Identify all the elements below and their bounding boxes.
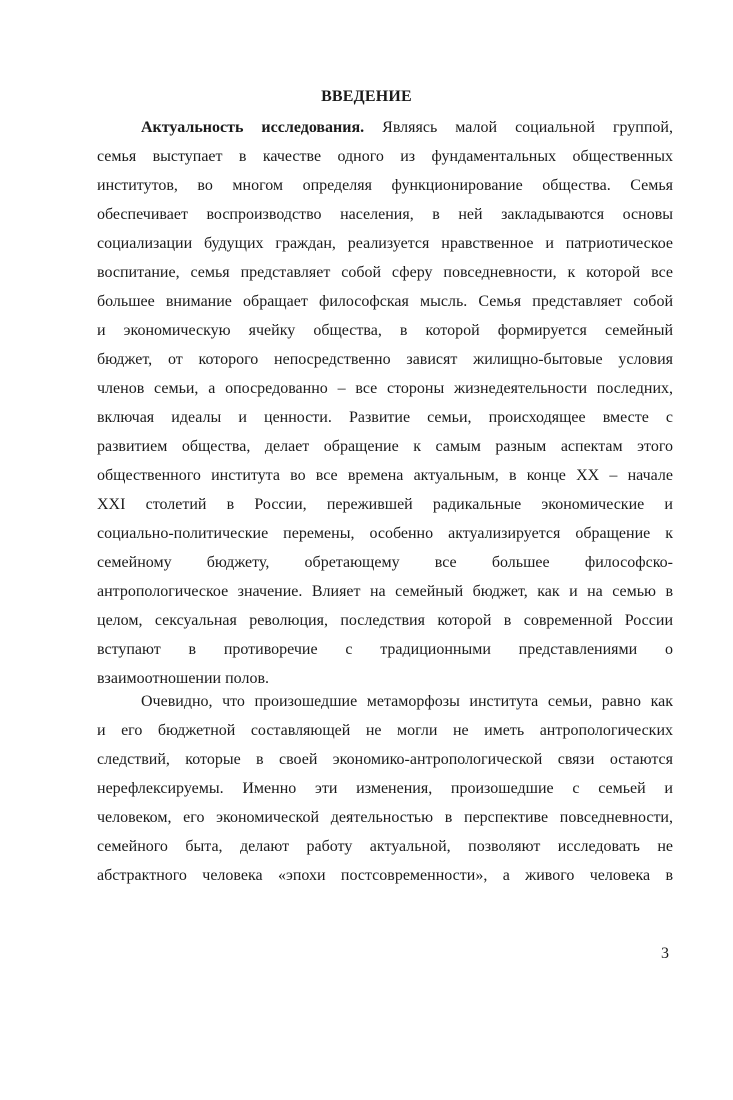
text-line: абстрактного человека «эпохи постсовременности», а живого человека в xyxy=(97,867,673,884)
text-line: социально-политические перемены, особенно актуализируется обращение к xyxy=(97,525,673,542)
text-line: бюджет, от которого непосредственно зависят жилищно-бытовые условия xyxy=(97,351,673,368)
text-line: воспитание, семья представляет собой сферу повседневности, к которой все xyxy=(97,264,673,281)
text-line: XXI столетий в России, пережившей радикальные экономические и xyxy=(97,496,673,513)
text-line: общественного института во все времена актуальным, в конце XX – начале xyxy=(97,467,673,484)
text-line: развитием общества, делает обращение к самым разным аспектам этого xyxy=(97,438,673,455)
text-line: членов семьи, а опосредованно – все стороны жизнедеятельности последних, xyxy=(97,380,673,397)
text-line: антропологическое значение. Влияет на семейный бюджет, как и на семью в xyxy=(97,583,673,600)
text-line: вступают в противоречие с традиционными представлениями о xyxy=(97,641,673,658)
text-line: социализации будущих граждан, реализуется нравственное и патриотическое xyxy=(97,235,673,252)
text-line: взаимоотношении полов. xyxy=(97,670,270,687)
text-line: целом, сексуальная революция, последствия которой в современной России xyxy=(97,612,673,629)
text-line: включая идеалы и ценности. Развитие семьи, происходящее вместе с xyxy=(97,409,673,426)
text-line: обеспечивает воспроизводство населения, в ней закладываются основы xyxy=(97,206,673,223)
text-line: и его бюджетной составляющей не могли не иметь антропологических xyxy=(97,722,673,739)
text-line-fragment: Являясь малой социальной группой, xyxy=(364,119,673,136)
text-line: человеком, его экономической деятельностью в перспективе повседневности, xyxy=(97,809,673,826)
text-line: семейного быта, делают работу актуальной, позволяют исследовать не xyxy=(97,838,673,855)
text-line: семья выступает в качестве одного из фундаментальных общественных xyxy=(97,148,673,165)
section-title: ВВЕДЕНИЕ xyxy=(321,88,412,105)
text-line: семейному бюджету, обретающему все большее философско- xyxy=(97,554,673,571)
text-line: большее внимание обращает философская мысль. Семья представляет собой xyxy=(97,293,673,310)
text-line: Очевидно, что произошедшие метаморфозы института семьи, равно как xyxy=(141,693,673,710)
text-line: нерефлексируемы. Именно эти изменения, произошедшие с семьей и xyxy=(97,780,673,797)
text-line: и экономическую ячейку общества, в которой формируется семейный xyxy=(97,322,673,339)
page-number: 3 xyxy=(661,945,669,962)
paragraph-consequences xyxy=(97,687,673,890)
text-line: следствий, которые в своей экономико-антропологической связи остаются xyxy=(97,751,673,768)
text-line xyxy=(97,113,673,142)
paragraph-relevance xyxy=(97,113,673,693)
text-line: институтов, во многом определяя функционирование общества. Семья xyxy=(97,177,673,194)
relevance-heading: Актуальность исследования. xyxy=(141,119,365,136)
